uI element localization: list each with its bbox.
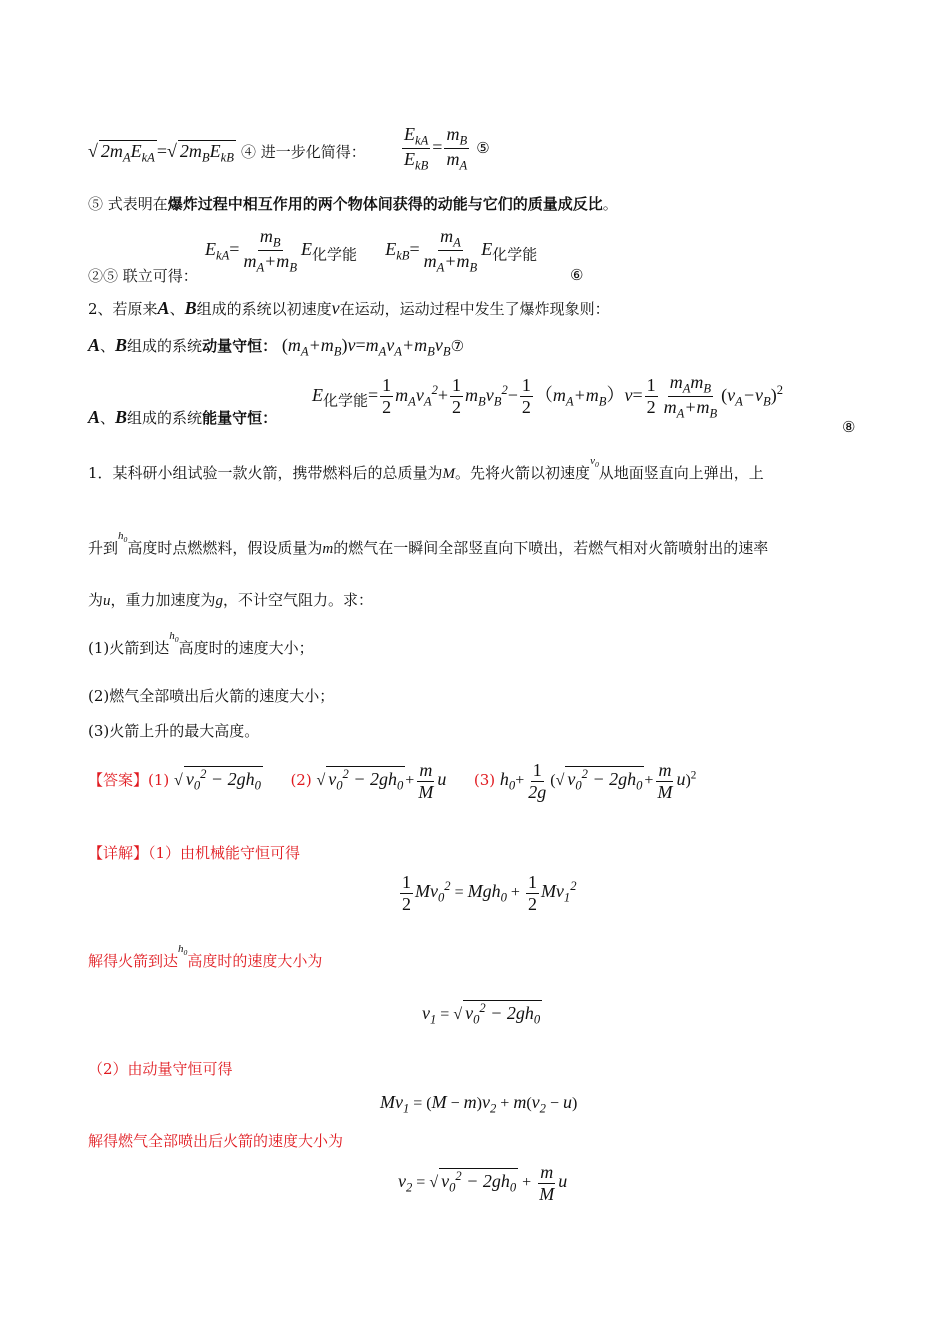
solution-step-2: 解得火箭到达$^{h_0}$高度时的速度大小为	[88, 943, 323, 970]
solution-header: 【详解】（1）由机械能守恒可得	[88, 844, 301, 862]
energy-equation: $E_{化学能}=$ $\frac{1}{2}$ $m_Av_A^2+$ $\frac{1}{2}$ $m_Bv_B^2-$ $\frac{1}{2}$ $(m_A+m_B)v=$ $\frac{1}{2}$ $\frac{m_Am_B}{m_A+m_B}$ $(v_A-v_B)^2$	[312, 372, 784, 421]
problem-line-2: 升到$^{h_0}$高度时点燃燃料，假设质量为m的燃气在一瞬间全部竖直向下喷出，若燃气相对火箭喷射出的速率	[88, 530, 769, 557]
momentum-line: A、B组成的系统动量守恒： $(m_A+m_B)v=m_Av_A+m_Bv_B⑦$	[88, 335, 465, 359]
question-1: (1)火箭到达$^{h_0}$高度时的速度大小；	[88, 630, 314, 657]
ratio-equation: $\frac{E_{kA}}{E_{kB}}$ = $\frac{m_B}{m_A}$ ⑤	[404, 124, 490, 173]
momentum-conservation-equation: $Mv_1 = (M - m)v_2 + m(v_2 - u)$	[380, 1092, 578, 1116]
energy-line-label: A、B组成的系统能量守恒：	[88, 407, 278, 427]
conclusion-line: ⑤ 式表明在爆炸过程中相互作用的两个物体间获得的动能与它们的质量成反比。	[88, 195, 618, 213]
equation-line-1: √ $2m_AE_{kA}$ =√ $2m_BE_{kB}$ ④ 进一步化简得：	[88, 141, 366, 165]
energy-conservation-equation: $\frac{1}{2}$ $Mv_0^2 = Mgh_0$ + $\frac{1}{2}$ $Mv_1^2$	[402, 872, 577, 914]
question-3: (3)火箭上升的最大高度。	[88, 722, 260, 740]
question-2: (2)燃气全部喷出后火箭的速度大小；	[88, 687, 335, 705]
explosion-intro: 2、若原来A、B组成的系统以初速度v在运动，运动过程中发生了爆炸现象则：	[88, 298, 610, 318]
eq6-mark: ⑥	[570, 266, 584, 284]
problem-line-3: 为u，重力加速度为g，不计空气阻力。求：	[88, 591, 374, 609]
solution-step-4: 解得燃气全部喷出后火箭的速度大小为	[88, 1132, 344, 1150]
combined-label: ②⑤ 联立可得：	[88, 267, 198, 285]
combined-equation: $E_{kA}=$ $\frac{m_B}{m_A+m_B}$ $E_{化学能}$ $E_{kB}=$ $\frac{m_A}{m_A+m_B}$ $E_{化学能}$	[205, 226, 538, 275]
v1-equation: $v_1$ = √ $v_0^2 - 2gh_0$	[422, 1001, 541, 1027]
v2-equation: $v_2$ = √ $v_0^2 - 2gh_0$ + $\frac{m}{M}$ u	[398, 1162, 568, 1204]
eq8-mark: ⑧	[842, 418, 856, 436]
answer-line: 【答案】(1) √ $v_0^2 - 2gh_0$ (2) √ $v_0^2 - 2gh_0$ + $\frac{m}{M}$ u (3) $h_0+$ $\frac{1}{2g}$ (√ $v_0^2 - 2gh_0$ + $\frac{m}{M}$ u)$^2$	[88, 760, 697, 802]
solution-step-3: （2）由动量守恒可得	[88, 1060, 233, 1078]
problem-line-1: 1．某科研小组试验一款火箭，携带燃料后的总质量为M。先将火箭以初速度$^{v_0}$从地面竖直向上弹出，上	[88, 455, 764, 482]
